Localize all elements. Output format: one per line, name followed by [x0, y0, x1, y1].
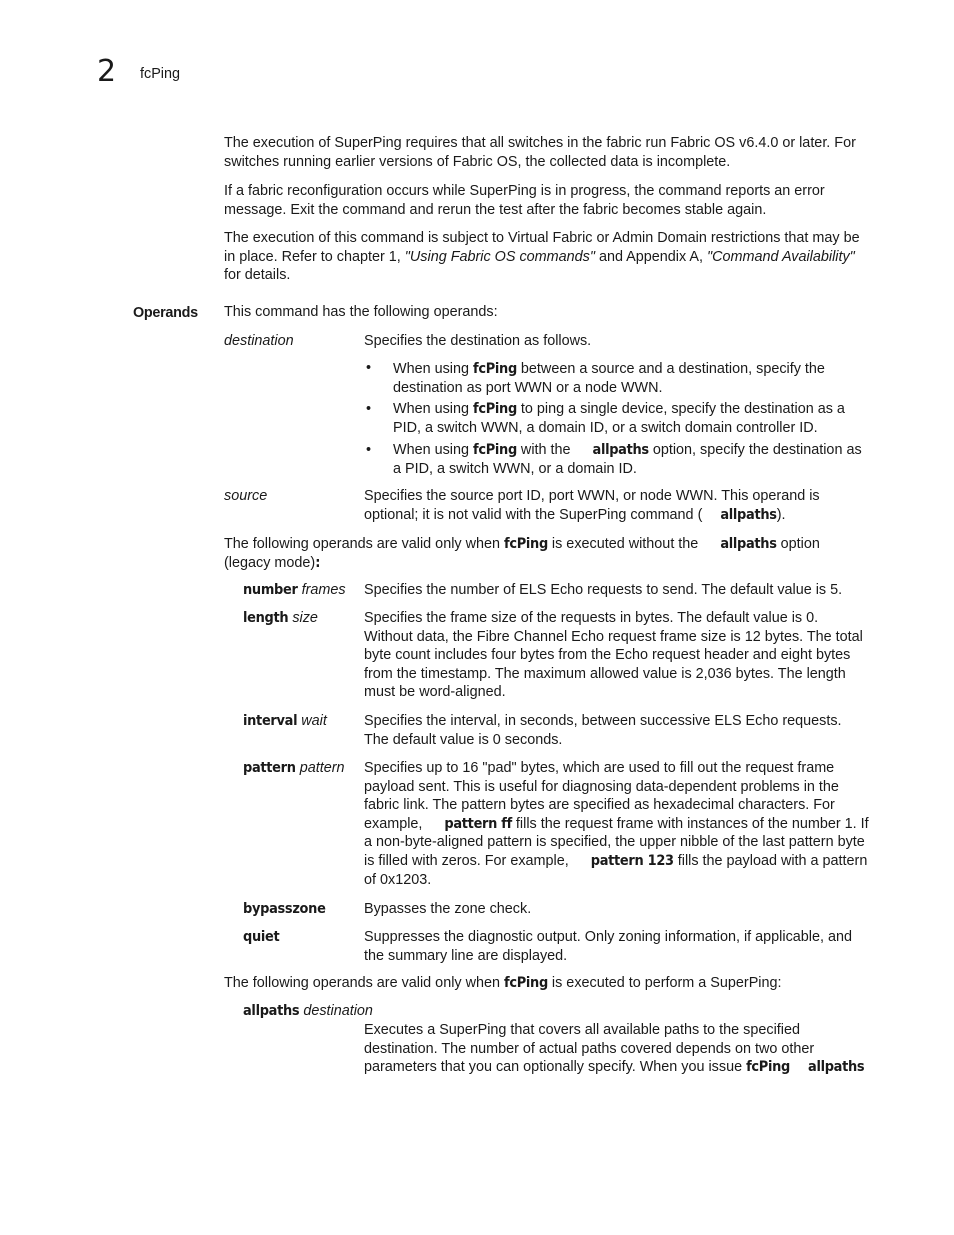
interval-definition: Specifies the interval, in seconds, between successive ELS Echo requests. The default value is 0 seconds. [364, 713, 842, 748]
intro-paragraph-3: The execution of this command is subject to Virtual Fabric or Admin Domain restrictions that may be in place. Refer to chapter 1, "Using Fabric OS commands" and Appendix A, "Command Availability" for details. [224, 230, 860, 284]
allpaths-definition: Executes a SuperPing that covers all available paths to the specified destination. The number of actual paths covered depends on two other parameters that you can optionally specify. When you issue fcPing allpaths [364, 1022, 865, 1076]
operands-intro: This command has the following operands: [224, 304, 498, 320]
source-term: source [224, 488, 268, 504]
destination-term: destination [224, 333, 294, 349]
destination-bullet-1: When using fcPing between a source and a destination, specify the destination as port WWN or a node WWN. [393, 361, 825, 396]
bullet-glyph: • [366, 401, 372, 417]
chapter-title: fcPing [140, 66, 180, 82]
intro-paragraph-1: The execution of SuperPing requires that all switches in the fabric run Fabric OS v6.4.0 or later. For switches running earlier versions of Fabric OS, the collected data is incomplete. [224, 135, 856, 170]
allpaths-term: allpaths destination [243, 1003, 373, 1019]
chapter-number: 2 [97, 54, 117, 89]
pattern-definition: Specifies up to 16 "pad" bytes, which are used to fill out the request frame payload sent. This is useful for diagnosing data-dependent problems in the fabric link. The pattern bytes are specified as hexadecimal characters. For example, pattern ff fills the request frame with instances of the number 1. If a non-byte-aligned pattern is specified, the upper nibble of the last pattern byte is filled with zeros. For example, pattern 123 fills the payload with a pattern of 0x1203. [364, 760, 869, 888]
bypasszone-term: bypasszone [243, 901, 326, 917]
appendix-reference: "Command Availability" [706, 248, 855, 265]
bullet-glyph: • [366, 442, 372, 458]
length-definition: Specifies the frame size of the requests in bytes. The default value is 0. Without data, the Fibre Channel Echo request frame size is 12 bytes. The total byte count includes four bytes from the Echo request header and eight bytes from the timestamp. The maximum allowed value is 2,036 bytes. The length must be word-aligned. [364, 610, 863, 701]
pattern-term: pattern pattern [243, 760, 345, 776]
legacy-operands-intro: The following operands are valid only when fcPing is executed without the allpaths option (legacy mode): [224, 536, 820, 571]
operands-heading: Operands [133, 305, 198, 321]
superping-operands-intro: The following operands are valid only when fcPing is executed to perform a SuperPing: [224, 975, 782, 991]
chapter-reference: "Using Fabric OS commands" [404, 248, 595, 265]
bypasszone-definition: Bypasses the zone check. [364, 901, 532, 917]
number-term: number frames [243, 582, 346, 598]
intro-paragraph-2: If a fabric reconfiguration occurs while SuperPing is in progress, the command reports an error message. Exit the command and rerun the test after the fabric becomes stable again. [224, 183, 825, 218]
bullet-glyph: • [366, 360, 372, 376]
quiet-definition: Suppresses the diagnostic output. Only zoning information, if applicable, and the summary line are displayed. [364, 929, 852, 964]
length-term: length size [243, 610, 318, 626]
destination-bullet-3: When using fcPing with the allpaths option, specify the destination as a PID, a switch WWN, or a domain ID. [393, 442, 862, 477]
source-definition: Specifies the source port ID, port WWN, or node WWN. This operand is optional; it is not valid with the SuperPing command ( allpaths). [364, 488, 820, 523]
destination-bullet-2: When using fcPing to ping a single device, specify the destination as a PID, a switch WWN, a domain ID, or a switch domain controller ID. [393, 401, 845, 436]
number-definition: Specifies the number of ELS Echo requests to send. The default value is 5. [364, 582, 843, 598]
quiet-term: quiet [243, 929, 280, 945]
destination-definition: Specifies the destination as follows. [364, 333, 592, 349]
interval-term: interval wait [243, 713, 327, 729]
